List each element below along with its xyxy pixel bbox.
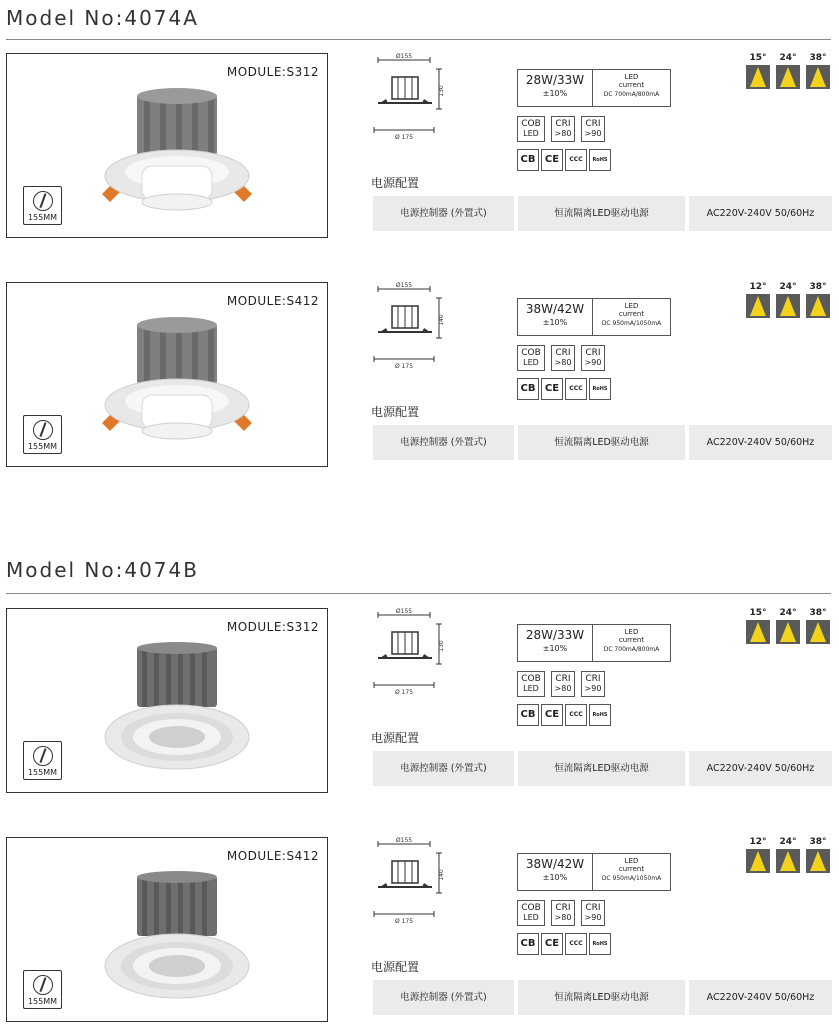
ce-cert-icon: CE (541, 704, 563, 726)
ccc-cert-icon: CCC (565, 149, 587, 171)
svg-text:140: 140 (438, 869, 445, 881)
power-config-title: 电源配置 (371, 405, 420, 419)
current-label: current (618, 636, 645, 644)
driver-type-cell: 恒流隔离LED驱动电源 (518, 751, 685, 786)
product-card (0, 282, 839, 468)
product-photo-box (6, 608, 328, 793)
cutout-icon (33, 191, 53, 211)
beam-angle-options (746, 53, 832, 97)
svg-text:Ø 175: Ø 175 (394, 134, 414, 141)
beam-wide-icon (806, 620, 830, 644)
svg-text:Ø155: Ø155 (395, 608, 413, 615)
driver-type-cell: 恒流隔离LED驱动电源 (518, 196, 685, 231)
current-value: DC 700mA/800mA (603, 91, 660, 98)
beam-narrow-icon (746, 294, 770, 318)
power-controller-cell: 电源控制器 (外置式) (373, 980, 514, 1015)
cutout-size-badge: 155MM (23, 970, 62, 1009)
cutout-icon (33, 746, 53, 766)
downlight-photo (102, 313, 252, 453)
rohs-cert-icon: RoHS (589, 933, 611, 955)
tolerance: ±10% (542, 873, 568, 882)
beam-angle-label: 38° (809, 608, 827, 618)
power-config-row (373, 980, 832, 1015)
wattage: 28W/33W (525, 628, 585, 642)
beam-narrow-icon (746, 65, 770, 89)
product-photo-box (6, 282, 328, 467)
cutout-icon (33, 420, 53, 440)
power-spec-box (517, 69, 671, 107)
led-label: LED (624, 73, 639, 81)
beam-angle-label: 38° (809, 837, 827, 847)
beam-angle-options (746, 837, 832, 881)
dimension-drawing (370, 282, 450, 372)
power-controller-cell: 电源控制器 (外置式) (373, 751, 514, 786)
power-config-title: 电源配置 (371, 731, 420, 745)
current-label: current (618, 81, 645, 89)
beam-wide-icon (806, 65, 830, 89)
downlight-photo (102, 868, 252, 1008)
current-value: DC 950mA/1050mA (601, 320, 662, 327)
power-controller-cell: 电源控制器 (外置式) (373, 196, 514, 231)
beam-angle-label: 38° (809, 53, 827, 63)
product-card (0, 608, 839, 794)
driver-type-cell: 恒流隔离LED驱动电源 (518, 980, 685, 1015)
power-spec-box (517, 853, 671, 891)
rohs-cert-icon: RoHS (589, 149, 611, 171)
ccc-cert-icon: CCC (565, 704, 587, 726)
cob-led-badge: COB LED (517, 900, 545, 926)
wattage: 28W/33W (525, 73, 585, 87)
cb-cert-icon: CB (517, 704, 539, 726)
driver-type-cell: 恒流隔离LED驱动电源 (518, 425, 685, 460)
tolerance: ±10% (542, 644, 568, 653)
cri90-badge: CRI >90 (581, 671, 605, 697)
downlight-photo (102, 84, 252, 224)
tolerance: ±10% (542, 318, 568, 327)
beam-angle-label: 15° (749, 53, 767, 63)
beam-angle-label: 38° (809, 282, 827, 292)
power-config-title: 电源配置 (371, 176, 420, 190)
tolerance: ±10% (542, 89, 568, 98)
cb-cert-icon: CB (517, 933, 539, 955)
module-label: MODULE:S412 (226, 294, 319, 308)
product-photo-box (6, 53, 328, 238)
cb-cert-icon: CB (517, 149, 539, 171)
beam-angle-label: 12° (749, 837, 767, 847)
ce-cert-icon: CE (541, 378, 563, 400)
svg-text:Ø155: Ø155 (395, 837, 413, 844)
power-controller-cell: 电源控制器 (外置式) (373, 425, 514, 460)
led-label: LED (624, 302, 639, 310)
cri90-badge: CRI >90 (581, 116, 605, 142)
beam-angle-label: 24° (779, 837, 797, 847)
led-label: LED (624, 628, 639, 636)
model-title: Model No:4074B (6, 558, 199, 582)
svg-text:Ø 175: Ø 175 (394, 918, 414, 925)
cri80-badge: CRI >80 (551, 900, 575, 926)
ccc-cert-icon: CCC (565, 378, 587, 400)
cri80-badge: CRI >80 (551, 671, 575, 697)
cutout-size-badge: 155MM (23, 186, 62, 225)
wattage: 38W/42W (525, 857, 585, 871)
cob-led-badge: COB LED (517, 116, 545, 142)
dimension-drawing (370, 837, 450, 927)
svg-text:Ø155: Ø155 (395, 282, 413, 289)
power-config-title: 电源配置 (371, 960, 420, 974)
module-label: MODULE:S412 (226, 849, 319, 863)
cob-led-badge: COB LED (517, 671, 545, 697)
svg-text:Ø 175: Ø 175 (394, 689, 414, 696)
power-spec-box (517, 624, 671, 662)
current-value: DC 950mA/1050mA (601, 875, 662, 882)
current-label: current (618, 865, 645, 873)
beam-medium-icon (776, 849, 800, 873)
cutout-size-badge: 155MM (23, 741, 62, 780)
beam-wide-icon (806, 294, 830, 318)
svg-text:130: 130 (438, 85, 445, 97)
svg-text:140: 140 (438, 314, 445, 326)
ce-cert-icon: CE (541, 149, 563, 171)
cri90-badge: CRI >90 (581, 900, 605, 926)
beam-angle-options (746, 282, 832, 326)
input-voltage-cell: AC220V-240V 50/60Hz (689, 980, 832, 1015)
section-divider (6, 39, 831, 40)
beam-medium-icon (776, 620, 800, 644)
cb-cert-icon: CB (517, 378, 539, 400)
wattage: 38W/42W (525, 302, 585, 316)
module-label: MODULE:S312 (226, 65, 319, 79)
cri90-badge: CRI >90 (581, 345, 605, 371)
beam-angle-label: 12° (749, 282, 767, 292)
power-config-row (373, 751, 832, 786)
led-label: LED (624, 857, 639, 865)
beam-angle-label: 24° (779, 53, 797, 63)
product-card (0, 53, 839, 239)
rohs-cert-icon: RoHS (589, 378, 611, 400)
cutout-icon (33, 975, 53, 995)
dimension-drawing (370, 608, 450, 698)
beam-angle-label: 15° (749, 608, 767, 618)
beam-angle-options (746, 608, 832, 652)
svg-text:Ø155: Ø155 (395, 53, 413, 60)
input-voltage-cell: AC220V-240V 50/60Hz (689, 425, 832, 460)
beam-narrow-icon (746, 849, 770, 873)
cri80-badge: CRI >80 (551, 116, 575, 142)
downlight-photo (102, 639, 252, 779)
beam-angle-label: 24° (779, 608, 797, 618)
input-voltage-cell: AC220V-240V 50/60Hz (689, 196, 832, 231)
beam-narrow-icon (746, 620, 770, 644)
model-title: Model No:4074A (6, 6, 199, 30)
current-value: DC 700mA/800mA (603, 646, 660, 653)
cob-led-badge: COB LED (517, 345, 545, 371)
power-spec-box (517, 298, 671, 336)
beam-wide-icon (806, 849, 830, 873)
beam-angle-label: 24° (779, 282, 797, 292)
beam-medium-icon (776, 65, 800, 89)
module-label: MODULE:S312 (226, 620, 319, 634)
section-divider (6, 593, 831, 594)
power-config-row (373, 196, 832, 231)
svg-text:130: 130 (438, 640, 445, 652)
beam-medium-icon (776, 294, 800, 318)
cutout-size-badge: 155MM (23, 415, 62, 454)
product-card (0, 837, 839, 1023)
product-photo-box (6, 837, 328, 1022)
rohs-cert-icon: RoHS (589, 704, 611, 726)
ce-cert-icon: CE (541, 933, 563, 955)
cri80-badge: CRI >80 (551, 345, 575, 371)
ccc-cert-icon: CCC (565, 933, 587, 955)
power-config-row (373, 425, 832, 460)
current-label: current (618, 310, 645, 318)
svg-text:Ø 175: Ø 175 (394, 363, 414, 370)
input-voltage-cell: AC220V-240V 50/60Hz (689, 751, 832, 786)
dimension-drawing (370, 53, 450, 143)
